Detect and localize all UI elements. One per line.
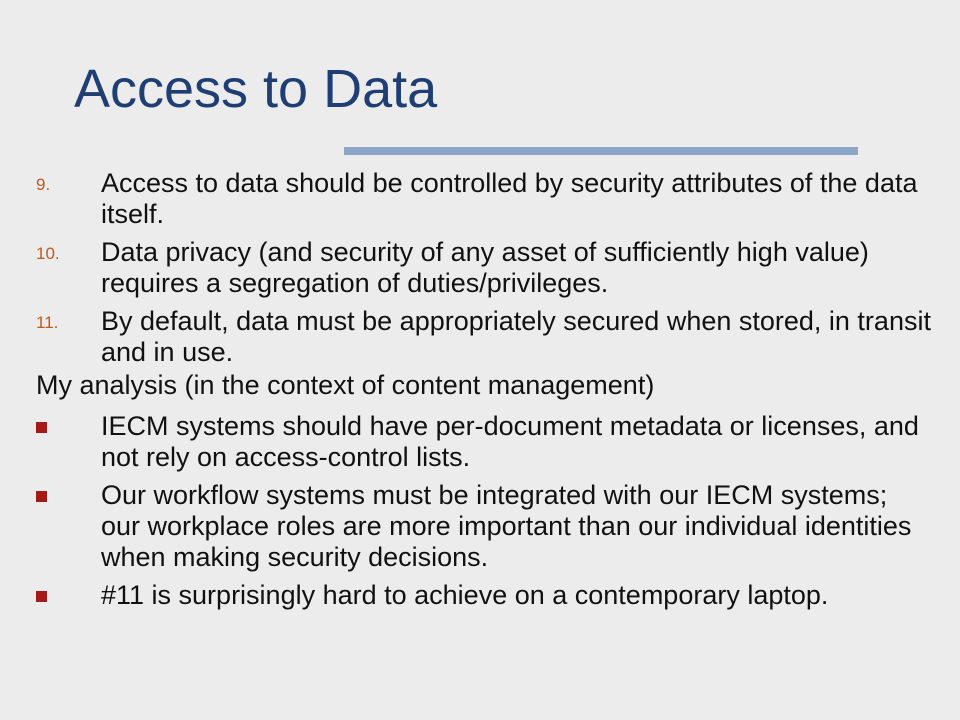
title-underline [344,147,858,155]
bullet-square-icon [36,422,47,433]
numbered-item-text: By default, data must be appropriately secured when stored, in transit and in use. [101,306,931,367]
item-number: 10. [36,244,60,263]
item-number: 9. [36,175,51,194]
bullet-item-text: #11 is surprisingly hard to achieve on a contemporary laptop. [101,580,829,610]
numbered-item-text: Data privacy (and security of any asset of sufficiently high value) requires a segregation of duties/privileges. [101,237,869,298]
analysis-heading: My analysis (in the context of content management) [36,370,655,400]
item-number: 11. [36,313,59,332]
bullet-square-icon [36,591,47,602]
bullet-square-icon [36,491,47,502]
bullet-item-text: IECM systems should have per-document metadata or licenses, and not rely on access-control lists. [101,411,919,472]
bullet-item-text: Our workflow systems must be integrated with our IECM systems; our workplace roles are more important than our individual identities when making security decisions. [101,480,912,572]
slide-title: Access to Data [74,59,438,119]
numbered-item-text: Access to data should be controlled by security attributes of the data itself. [101,168,918,229]
